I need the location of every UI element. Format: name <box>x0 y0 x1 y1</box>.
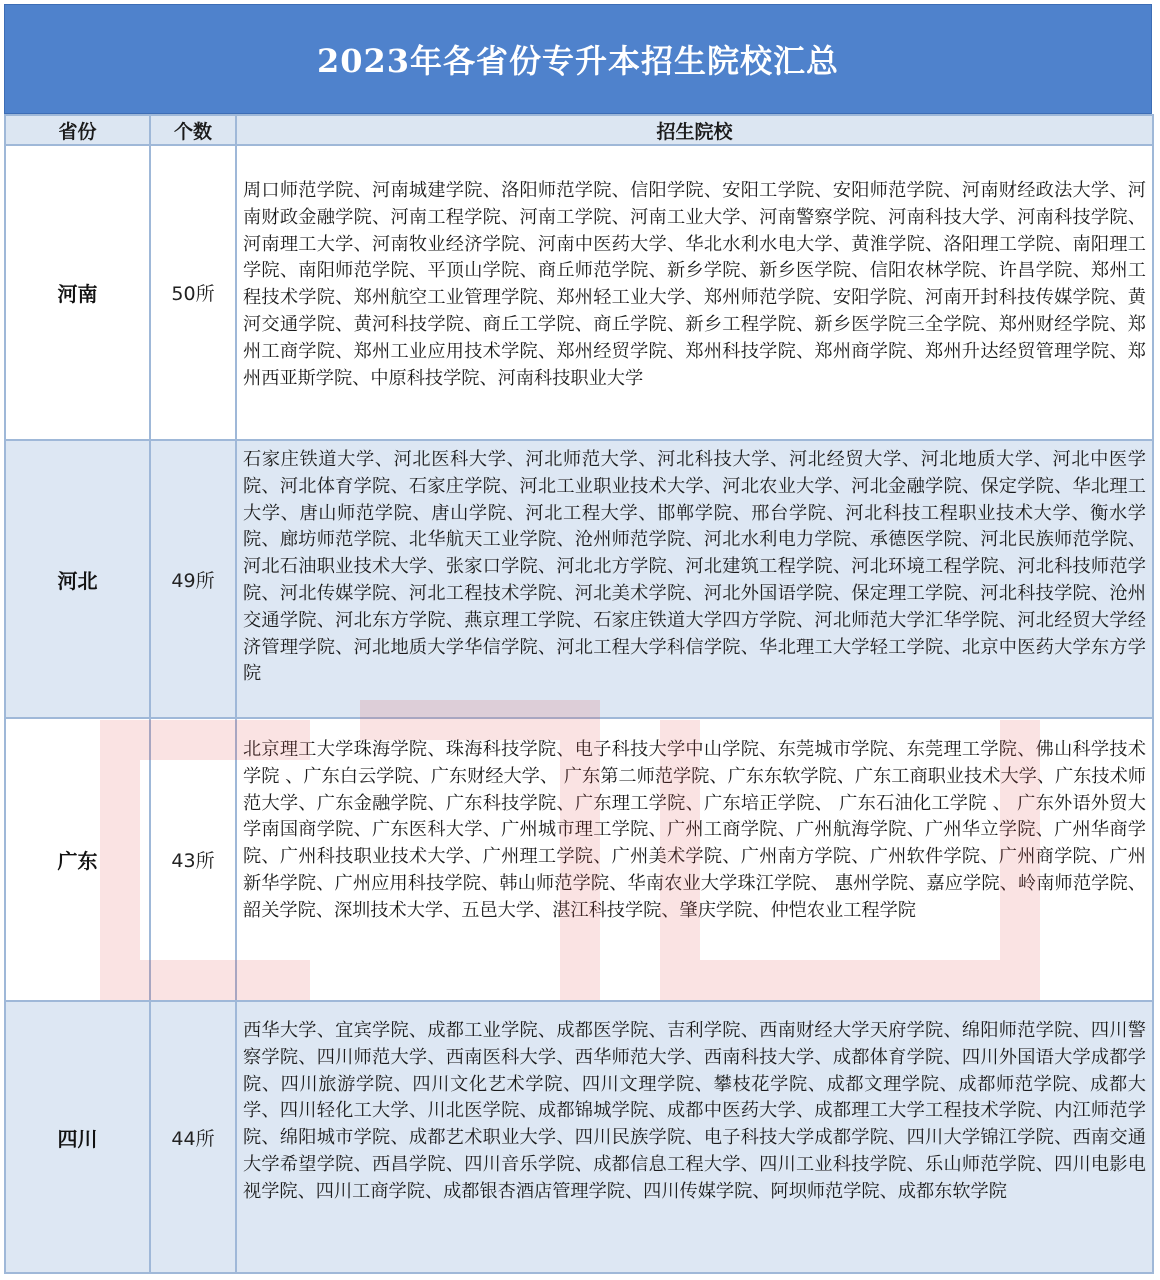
header-schools: 招生院校 <box>236 115 1153 145</box>
table-header-row <box>5 115 1153 145</box>
page-title: 2023年各省份专升本招生院校汇总 <box>316 42 840 80</box>
table-row <box>5 440 1153 718</box>
count-cell: 50所 <box>150 145 236 440</box>
province-cell: 广东 <box>5 718 150 1001</box>
schools-cell: 北京理工大学珠海学院、珠海科技学院、电子科技大学中山学院、东莞城市学院、东莞理工学院、佛山科学技术学院 、广东白云学院、广东财经大学、 广东第二师范学院、广东东软学院、广东工商职业技术大学、广东技术师范大学、广东金融学院、广东科技学院、广东理工学院、广东培正学院、 广东石油化工学院 、 广东外语外贸大学南国商学院、广东医科大学、广州城市理工学院、广州工商学院、广州航海学院、广州华立学院、广州华商学院、广州科技职业技术大学、广州理工学院、广州美术学院、广州南方学院、广州软件学院、广州商学院、广州新华学院、广州应用科技学院、韩山师范学院、华南农业大学珠江学院、 惠州学院、嘉应学院、岭南师范学院、韶关学院、深圳技术大学、五邑大学、湛江科技学院、肇庆学院、仲恺农业工程学院 <box>236 718 1153 1001</box>
title-bar <box>4 4 1152 114</box>
province-cell: 河南 <box>5 145 150 440</box>
province-cell: 河北 <box>5 440 150 718</box>
province-cell: 四川 <box>5 1001 150 1273</box>
header-count: 个数 <box>150 115 236 145</box>
schools-cell: 周口师范学院、河南城建学院、洛阳师范学院、信阳学院、安阳工学院、安阳师范学院、河南财经政法大学、河南财政金融学院、河南工程学院、河南工学院、河南工业大学、河南警察学院、河南科技大学、河南科技学院、河南理工大学、河南牧业经济学院、河南中医药大学、华北水利水电大学、黄淮学院、洛阳理工学院、南阳理工学院、南阳师范学院、平顶山学院、商丘师范学院、新乡学院、新乡医学院、信阳农林学院、许昌学院、郑州工程技术学院、郑州航空工业管理学院、郑州轻工业大学、郑州师范学院、安阳学院、河南开封科技传媒学院、黄河交通学院、黄河科技学院、商丘工学院、商丘学院、新乡工程学院、新乡医学院三全学院、郑州财经学院、郑州工商学院、郑州工业应用技术学院、郑州经贸学院、郑州科技学院、郑州商学院、郑州升达经贸管理学院、郑州西亚斯学院、中原科技学院、河南科技职业大学 <box>236 145 1153 440</box>
count-cell: 49所 <box>150 440 236 718</box>
schools-cell: 石家庄铁道大学、河北医科大学、河北师范大学、河北科技大学、河北经贸大学、河北地质大学、河北中医学院、河北体育学院、石家庄学院、河北工业职业技术大学、河北农业大学、河北金融学院、保定学院、华北理工大学、唐山师范学院、唐山学院、河北工程大学、邯郸学院、邢台学院、河北科技工程职业技术大学、衡水学院、廊坊师范学院、北华航天工业学院、沧州师范学院、河北水利电力学院、承德医学院、河北民族师范学院、河北石油职业技术大学、张家口学院、河北北方学院、河北建筑工程学院、河北环境工程学院、河北科技师范学院、河北传媒学院、河北工程技术学院、河北美术学院、河北外国语学院、保定理工学院、河北科技学院、沧州交通学院、河北东方学院、燕京理工学院、石家庄铁道大学四方学院、河北师范大学汇华学院、河北经贸大学经济管理学院、河北地质大学华信学院、河北工程大学科信学院、华北理工大学轻工学院、北京中医药大学东方学院 <box>236 440 1153 718</box>
table-row <box>5 1001 1153 1273</box>
table-row <box>5 718 1153 1001</box>
header-province: 省份 <box>5 115 150 145</box>
schools-table <box>4 114 1154 1274</box>
count-cell: 43所 <box>150 718 236 1001</box>
table-row <box>5 145 1153 440</box>
count-cell: 44所 <box>150 1001 236 1273</box>
schools-cell: 西华大学、宜宾学院、成都工业学院、成都医学院、吉利学院、西南财经大学天府学院、绵阳师范学院、四川警察学院、四川师范大学、西南医科大学、西华师范大学、西南科技大学、成都体育学院、四川外国语大学成都学院、四川旅游学院、四川文化艺术学院、四川文理学院、攀枝花学院、成都文理学院、成都师范学院、成都大学、四川轻化工大学、川北医学院、成都锦城学院、成都中医药大学、成都理工大学工程技术学院、内江师范学院、绵阳城市学院、成都艺术职业大学、四川民族学院、电子科技大学成都学院、四川大学锦江学院、西南交通大学希望学院、西昌学院、四川音乐学院、成都信息工程大学、四川工业科技学院、乐山师范学院、四川电影电视学院、四川工商学院、成都银杏酒店管理学院、四川传媒学院、阿坝师范学院、成都东软学院 <box>236 1001 1153 1273</box>
